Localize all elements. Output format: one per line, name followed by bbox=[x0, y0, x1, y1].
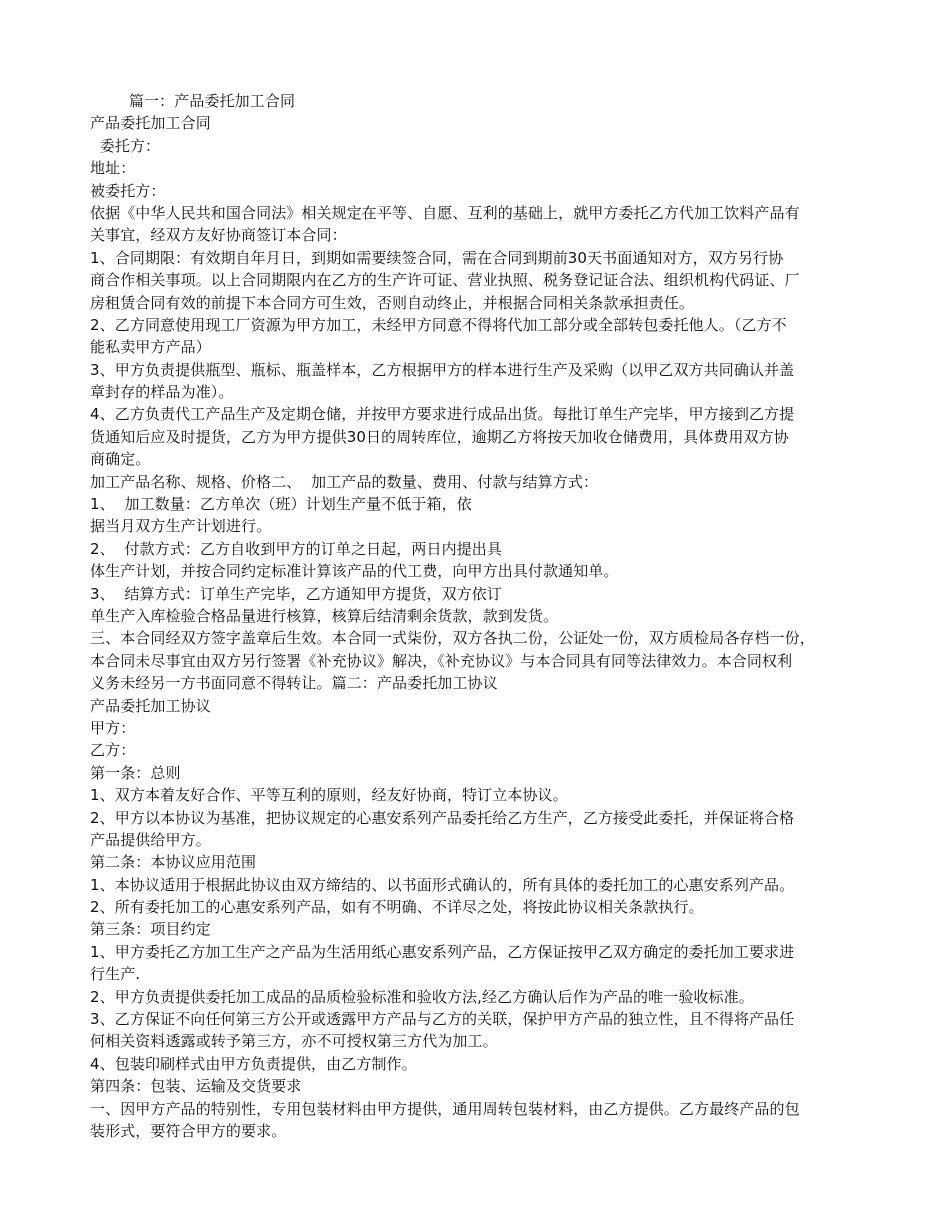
text-line: 委托方： bbox=[90, 136, 161, 155]
text-line: 篇一：产品委托加工合同 bbox=[90, 92, 296, 110]
text-line: 被委托方： bbox=[90, 181, 166, 200]
text-line: 2、所有委托加工的心惠安系列产品，如有不明确、不详尽之处，将按此协议相关条款执行。 bbox=[90, 898, 704, 917]
text-line: 地址： bbox=[90, 159, 136, 178]
text-line: 1、 加工数量：乙方单次（班）计划生产量不低于箱，依 bbox=[90, 495, 472, 514]
text-line: 货通知后应及时提货，乙方为甲方提供30日的周转库位，逾期乙方将按天加收仓储费用，具体费用双方协 bbox=[90, 427, 789, 446]
text-line: 行生产. bbox=[90, 965, 141, 984]
text-line: 1、本协议适用于根据此协议由双方缔结的、以书面形式确认的，所有具体的委托加工的心惠安系列产品。 bbox=[90, 875, 795, 894]
text-line: 章封存的样品为准）。 bbox=[90, 383, 234, 402]
text-line: 商合作相关事项。以上合同期限内在乙方的生产许可证、营业执照、税务登记证合法、组织机构代码证、厂 bbox=[90, 271, 800, 290]
text-line: 加工产品名称、规格、价格二、 加工产品的数量、费用、付款与结算方式： bbox=[90, 472, 599, 491]
text-line: 一、因甲方产品的特别性，专用包装材料由甲方提供，通用周转包装材料，由乙方提供。乙方最终产品的包 bbox=[90, 1099, 800, 1118]
text-line: 2、甲方以本协议为基准，把协议规定的心惠安系列产品委托给乙方生产，乙方接受此委托，并保证将合格 bbox=[90, 808, 795, 827]
text-line: 房租赁合同有效的前提下本合同方可生效，否则自动终止，并根据合同相关条款承担责任。 bbox=[90, 293, 695, 312]
text-line: 第一条：总则 bbox=[90, 763, 181, 782]
text-line: 商确定。 bbox=[90, 450, 151, 469]
document-body bbox=[90, 90, 865, 1142]
text-line: 产品委托加工协议 bbox=[90, 696, 211, 715]
text-line: 产品委托加工合同 bbox=[90, 114, 211, 133]
text-line: 义务未经另一方书面同意不得转让。篇二：产品委托加工协议 bbox=[90, 674, 498, 693]
text-line: 据当月双方生产计划进行。 bbox=[90, 517, 272, 536]
text-line: 装形式，要符合甲方的要求。 bbox=[90, 1121, 287, 1140]
text-line: 1、甲方委托乙方加工生产之产品为生活用纸心惠安系列产品，乙方保证按甲乙双方确定的委托加工要求进 bbox=[90, 942, 795, 961]
text-line: 4、包装印刷样式由甲方负责提供，由乙方制作。 bbox=[90, 1054, 417, 1073]
text-line: 第四条：包装、运输及交货要求 bbox=[90, 1077, 302, 1096]
text-line: 何相关资料透露或转予第三方，亦不可授权第三方代为加工。 bbox=[90, 1032, 498, 1051]
text-line: 依据《中华人民共和国合同法》相关规定在平等、自愿、互利的基础上，就甲方委托乙方代加工饮料产品有 bbox=[90, 203, 800, 222]
text-line: 4、乙方负责代工产品生产及定期仓储，并按甲方要求进行成品出货。每批订单生产完毕，甲方接到乙方提 bbox=[90, 405, 795, 424]
text-line: 本合同未尽事宜由双方另行签署《补充协议》解决，《补充协议》与本合同具有同等法律效力。本合同权利 bbox=[90, 651, 793, 670]
text-line: 产品提供给甲方。 bbox=[90, 830, 211, 849]
text-line: 2、乙方同意使用现工厂资源为甲方加工，未经甲方同意不得将代加工部分或全部转包委托他人。（乙方不 bbox=[90, 315, 787, 334]
text-line: 2、甲方负责提供委托加工成品的品质检验标准和验收方法,经乙方确认后作为产品的唯一验收标准。 bbox=[90, 987, 754, 1006]
text-line: 第二条：本协议应用范围 bbox=[90, 853, 257, 872]
text-line: 1、双方本着友好合作、平等互利的原则，经友好协商，特订立本协议。 bbox=[90, 786, 568, 805]
text-line: 3、 结算方式：订单生产完毕，乙方通知甲方提货，双方依订 bbox=[90, 584, 502, 603]
text-line: 能私卖甲方产品） bbox=[90, 338, 211, 357]
text-line: 体生产计划，并按合同约定标准计算该产品的代工费，向甲方出具付款通知单。 bbox=[90, 562, 619, 581]
text-line: 第三条：项目约定 bbox=[90, 920, 211, 939]
text-line: 关事宜，经双方友好协商签订本合同： bbox=[90, 226, 347, 245]
text-line: 甲方： bbox=[90, 718, 136, 737]
text-line: 三、本合同经双方签字盖章后生效。本合同一式柒份，双方各执二份，公证处一份，双方质检局各存档一份， bbox=[90, 629, 815, 648]
text-line: 乙方： bbox=[90, 741, 136, 760]
text-line: 3、乙方保证不向任何第三方公开或透露甲方产品与乙方的关联，保护甲方产品的独立性，且不得将产品任 bbox=[90, 1010, 795, 1029]
text-line: 2、 付款方式：乙方自收到甲方的订单之日起，两日内提出具 bbox=[90, 539, 502, 558]
text-line: 单生产入库检验合格品量进行核算，核算后结清剩余货款，款到发货。 bbox=[90, 606, 559, 625]
text-line: 3、甲方负责提供瓶型、瓶标、瓶盖样本，乙方根据甲方的样本进行生产及采购（以甲乙双方共同确认并盖 bbox=[90, 360, 795, 379]
text-line: 1、合同期限：有效期自年月日，到期如需要续签合同，需在合同到期前30天书面通知对方，双方另行协 bbox=[90, 248, 784, 267]
